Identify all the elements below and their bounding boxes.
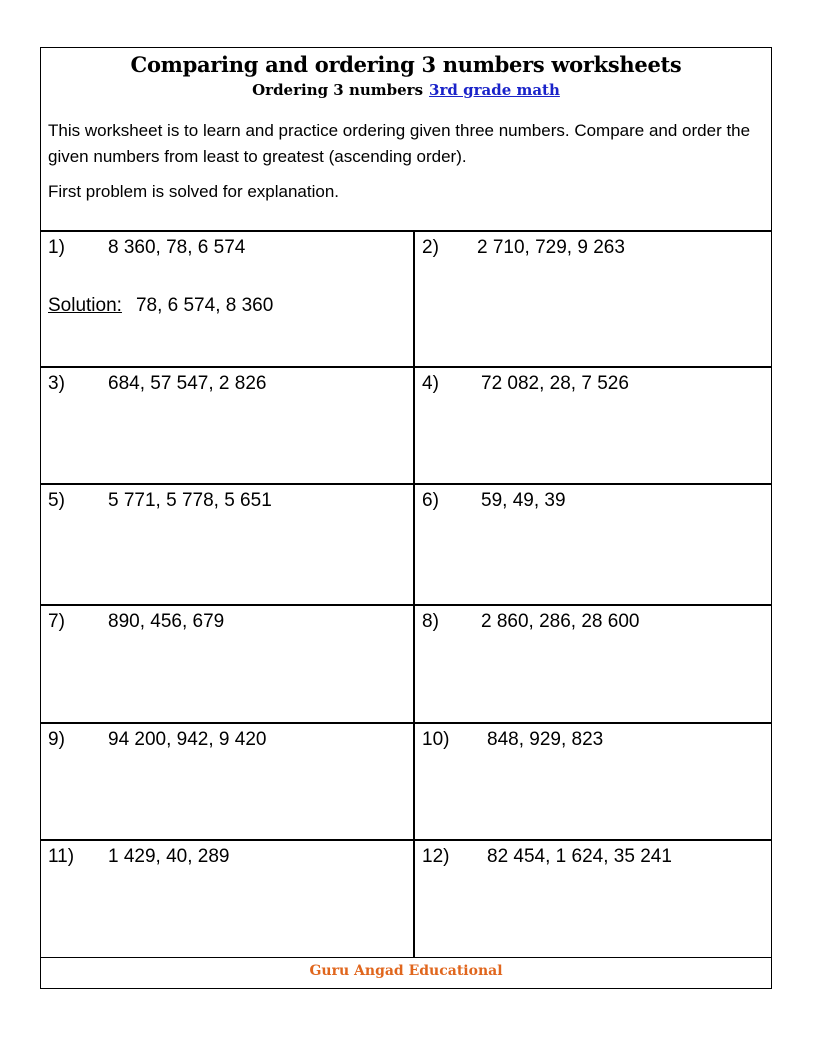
problem-cell-4	[415, 368, 771, 483]
problem-number: 12)	[422, 846, 450, 867]
problem-values: 1 429, 40, 289	[108, 846, 230, 867]
problem-cell-12	[415, 841, 771, 958]
problem-row	[41, 606, 771, 724]
problem-number: 1)	[48, 237, 65, 258]
publisher-name: Guru Angad Educational	[309, 963, 503, 979]
problem-number: 2)	[422, 237, 439, 258]
problem-number: 10)	[422, 729, 450, 750]
problem-number: 9)	[48, 729, 65, 750]
page-subtitle	[41, 81, 771, 99]
problem-cell-6	[415, 485, 771, 604]
problem-values: 94 200, 942, 9 420	[108, 729, 267, 750]
problem-number: 8)	[422, 611, 439, 632]
solution-label: Solution:	[48, 295, 122, 316]
problem-row	[41, 368, 771, 485]
subtitle-text: Ordering 3 numbers	[252, 81, 424, 99]
problem-values: 8 360, 78, 6 574	[108, 237, 246, 258]
problem-row	[41, 841, 771, 958]
problem-cell-7	[41, 606, 415, 722]
page-title: Comparing and ordering 3 numbers worksheets	[130, 52, 682, 77]
problem-cell-5	[41, 485, 415, 604]
problem-values: 82 454, 1 624, 35 241	[487, 846, 672, 867]
problem-values: 2 710, 729, 9 263	[477, 237, 625, 258]
worksheet	[40, 47, 772, 989]
solution	[48, 295, 273, 317]
problem-values: 59, 49, 39	[481, 490, 566, 511]
worksheet-header	[41, 48, 771, 232]
problem-number: 5)	[48, 490, 65, 511]
grade-link[interactable]: 3rd grade math	[429, 81, 560, 99]
problem-values: 890, 456, 679	[108, 611, 225, 632]
problem-cell-8	[415, 606, 771, 722]
problem-number: 6)	[422, 490, 439, 511]
problem-values: 72 082, 28, 7 526	[481, 373, 629, 394]
problem-cell-10	[415, 724, 771, 839]
problem-values: 684, 57 547, 2 826	[108, 373, 267, 394]
problem-number: 3)	[48, 373, 65, 394]
problem-cell-2	[415, 232, 771, 366]
problem-number: 7)	[48, 611, 65, 632]
instructions: This worksheet is to learn and practice ordering given three numbers. Compare and order the given numbers from least to greatest (ascending order).	[48, 121, 751, 166]
problem-number: 11)	[48, 846, 75, 867]
problem-values: 5 771, 5 778, 5 651	[108, 490, 272, 511]
footer	[41, 957, 771, 988]
problem-cell-11	[41, 841, 415, 958]
problem-values: 848, 929, 823	[487, 729, 604, 750]
solution-values: 78, 6 574, 8 360	[135, 295, 274, 316]
explanation-note: First problem is solved for explanation.	[48, 182, 340, 201]
problem-number: 4)	[422, 373, 439, 394]
problem-row	[41, 232, 771, 368]
problem-row	[41, 485, 771, 606]
problem-cell-1	[41, 232, 415, 366]
problem-cell-9	[41, 724, 415, 839]
problem-row	[41, 724, 771, 841]
problem-values: 2 860, 286, 28 600	[481, 611, 640, 632]
problem-cell-3	[41, 368, 415, 483]
